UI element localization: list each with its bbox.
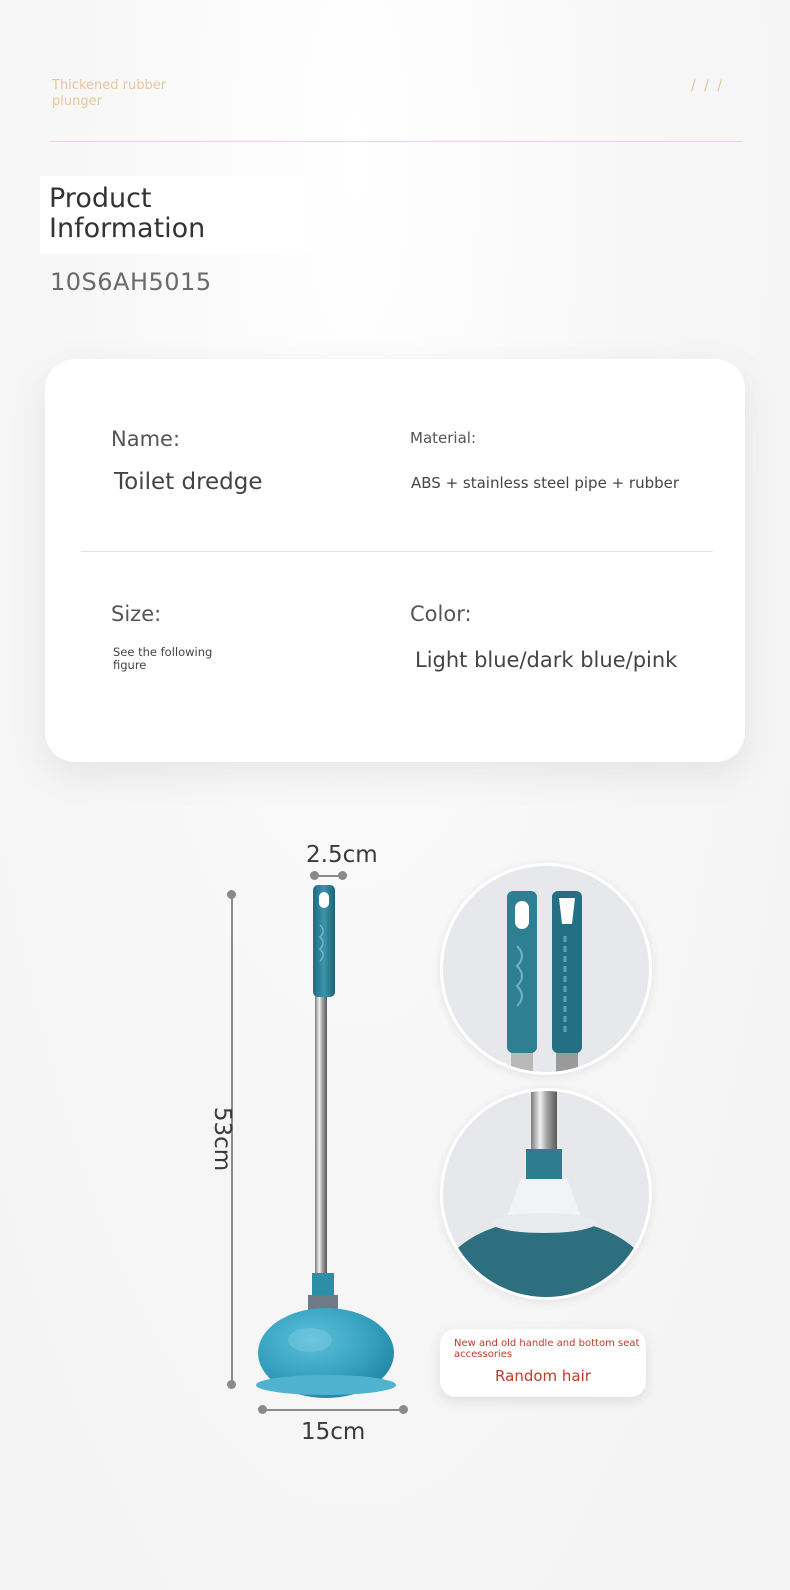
size-label: Size: xyxy=(111,602,162,626)
color-value: Light blue/dark blue/pink xyxy=(415,648,678,672)
dim-dot xyxy=(338,871,347,880)
handle-detail-image xyxy=(440,863,652,1075)
color-label: Color: xyxy=(410,602,472,626)
dim-dot xyxy=(227,1380,236,1389)
base-detail-image xyxy=(440,1088,652,1300)
name-value: Toilet dredge xyxy=(114,469,263,495)
top-label: Thickened rubber plunger xyxy=(52,78,167,109)
note-small-text: New and old handle and bottom seat accessories xyxy=(454,1338,640,1360)
title-block xyxy=(40,176,309,254)
header-divider xyxy=(50,141,742,142)
page-title: Product Information xyxy=(49,183,206,244)
handle-width-label: 2.5cm xyxy=(306,842,378,868)
name-label: Name: xyxy=(111,427,181,451)
base-width-line xyxy=(262,1409,404,1411)
product-code: 10S6AH5015 xyxy=(50,268,212,296)
note-card xyxy=(440,1329,646,1397)
info-card xyxy=(45,359,745,762)
material-label: Material: xyxy=(410,429,476,447)
decorative-slashes: / / / xyxy=(690,78,724,94)
size-value: See the following figure xyxy=(113,645,213,672)
card-divider xyxy=(81,551,713,552)
dim-dot xyxy=(399,1405,408,1414)
plunger-image xyxy=(250,885,410,1405)
base-width-label: 15cm xyxy=(301,1419,366,1445)
material-value: ABS + stainless steel pipe + rubber xyxy=(411,474,680,492)
note-main-text: Random hair xyxy=(495,1367,591,1385)
height-label: 53cm xyxy=(209,1106,236,1172)
